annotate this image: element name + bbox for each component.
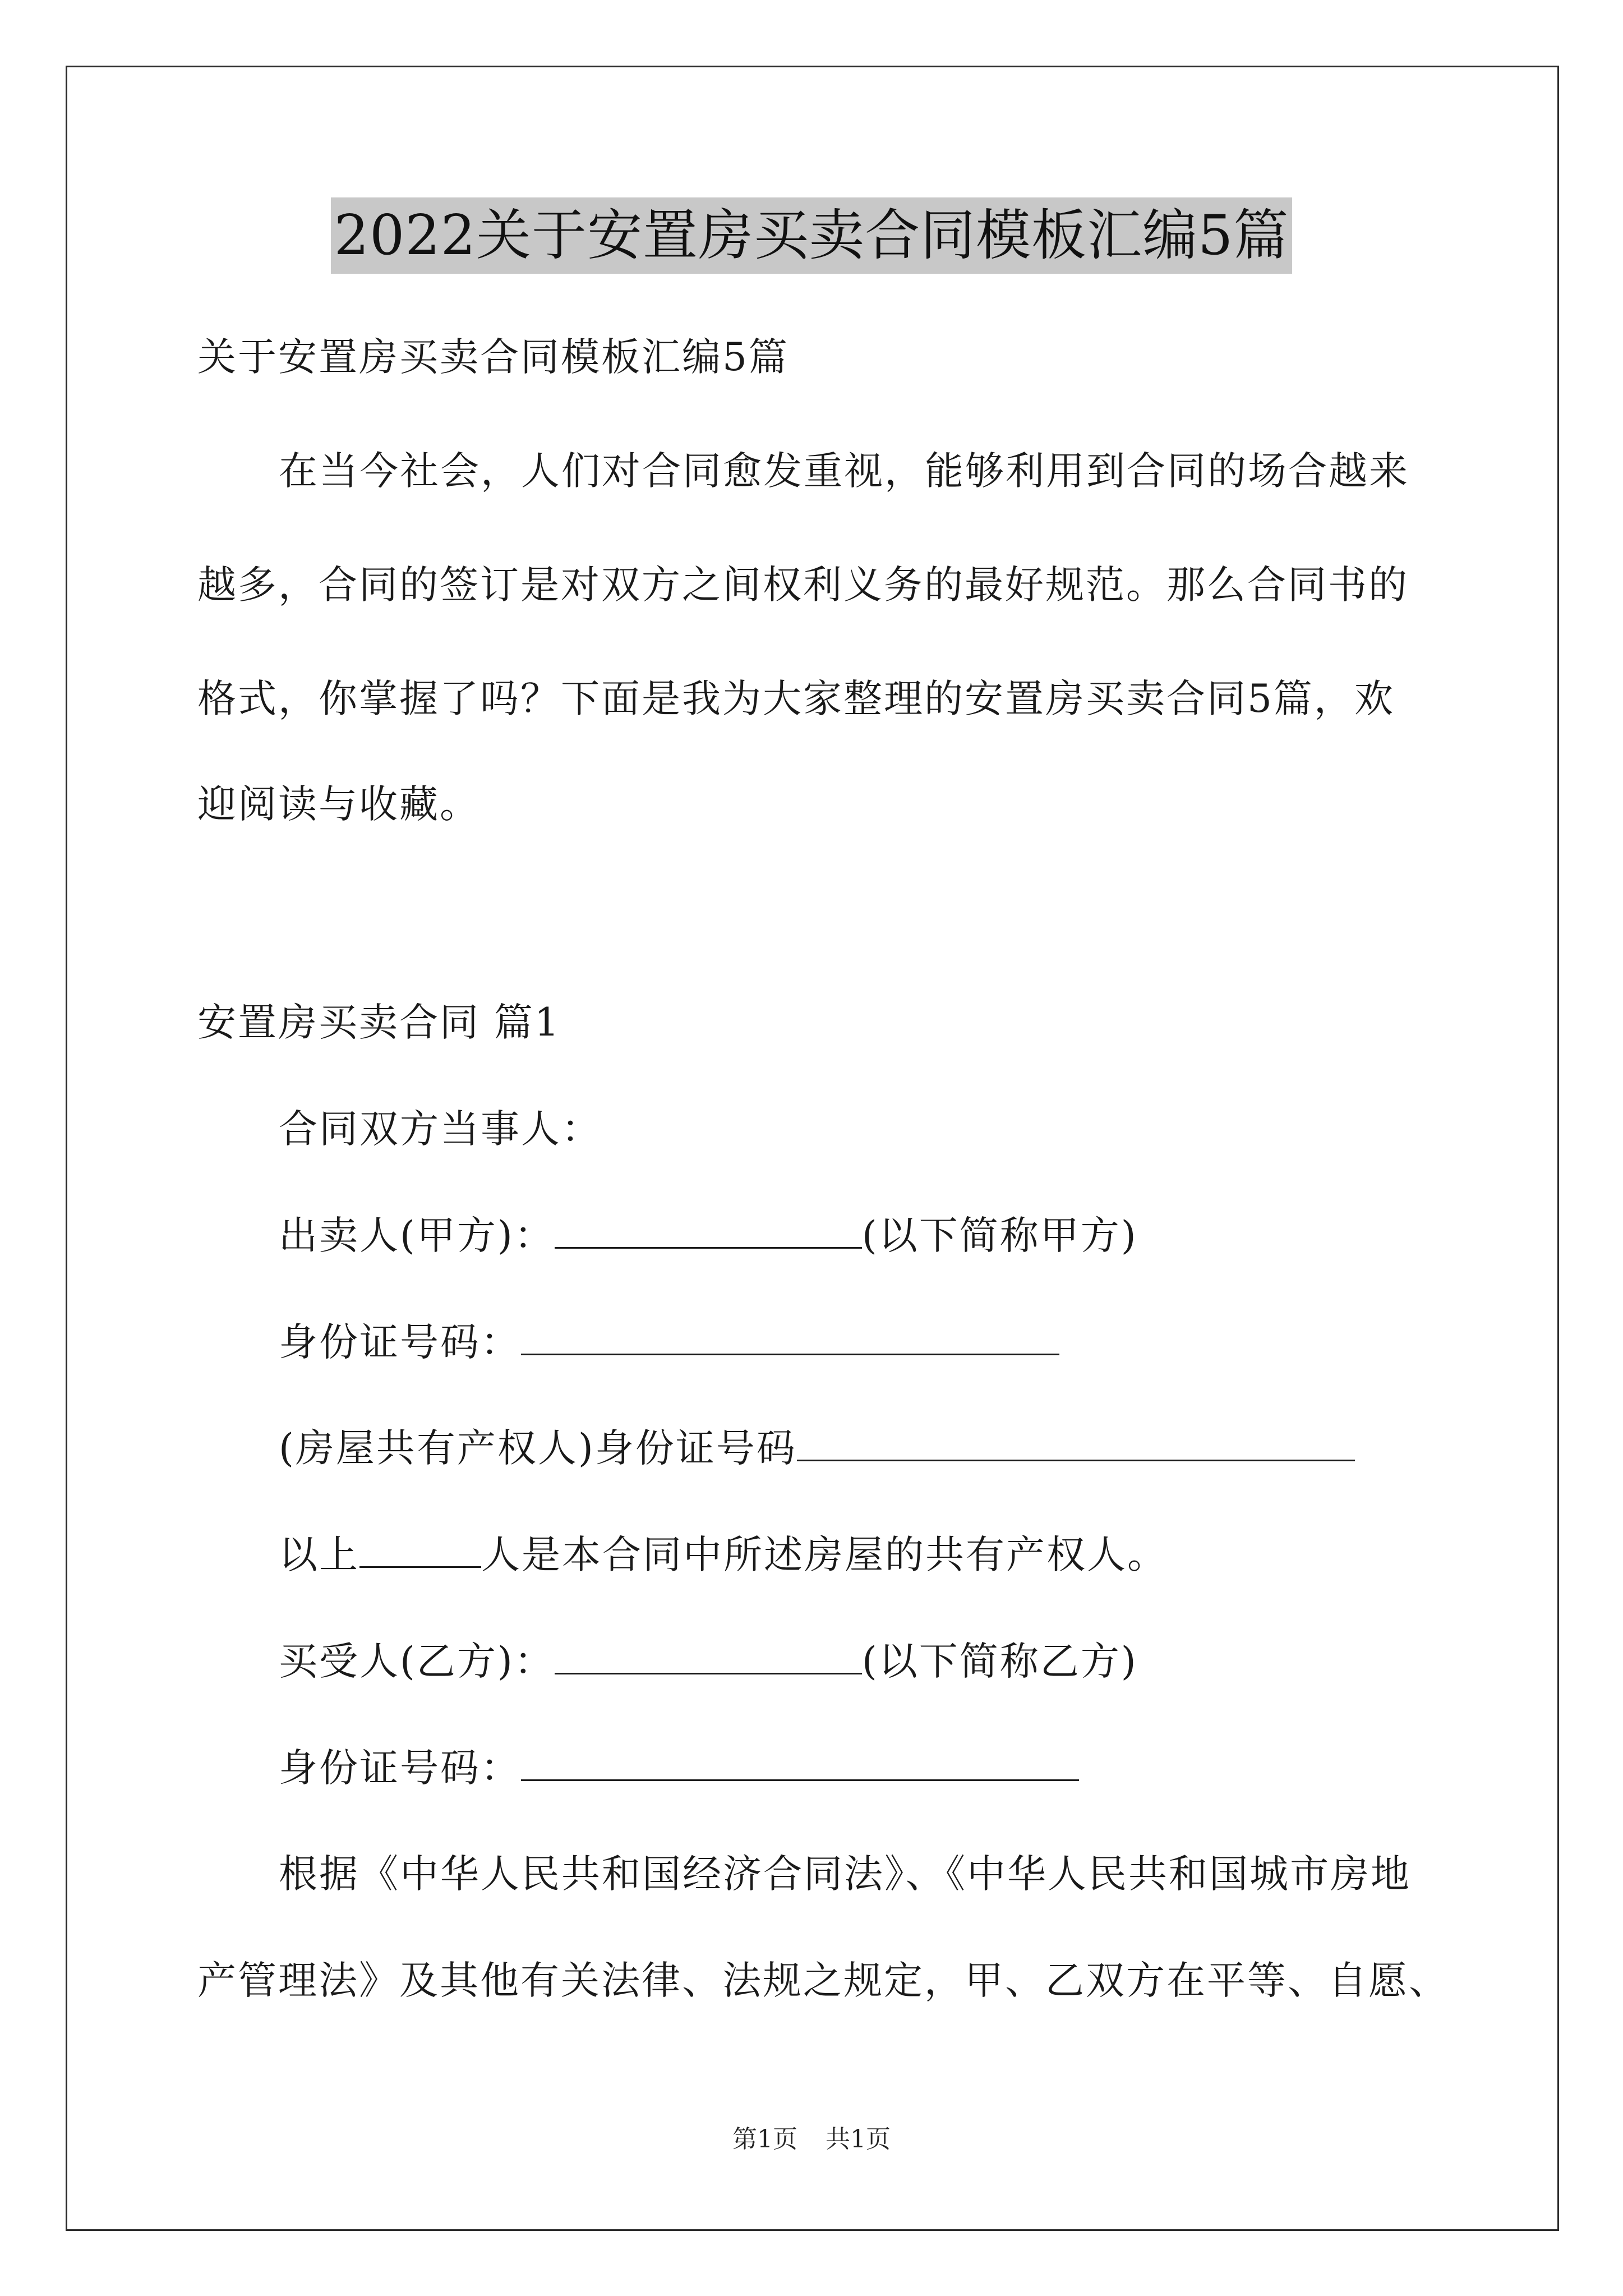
page-footer [0,2123,1623,2156]
co-owner-id-line [279,1423,1355,1474]
intro-line: 格式，你掌握了吗？下面是我为大家整理的安置房买卖合同5篇，欢 [197,677,1395,721]
seller-label: 出卖人(甲方)： [279,1213,555,1258]
basis-line: 根据《中华人民共和国经济合同法》、《中华人民共和国城市房地 [279,1852,1411,1897]
intro-line: 越多，合同的签订是对双方之间权利义务的最好规范。那么合同书的 [197,563,1409,608]
co-owner-statement [279,1530,1168,1580]
buyer-name-blank [555,1640,862,1674]
seller-line [279,1211,1138,1261]
seller-id-line [279,1317,1059,1368]
section-heading: 安置房买卖合同 篇1 [197,1000,561,1045]
parties-label: 合同双方当事人： [279,1107,602,1152]
co-owner-id-blank [797,1427,1355,1461]
co-owner-count-blank [359,1534,481,1568]
intro-line: 迎阅读与收藏。 [197,782,480,827]
co-owner-suffix: 人是本合同中所述房屋的共有产权人。 [481,1533,1168,1577]
buyer-label: 买受人(乙方)： [279,1639,555,1684]
buyer-line [279,1636,1138,1687]
buyer-id-blank [521,1747,1079,1781]
co-owner-prefix: 以上 [279,1533,359,1577]
page-number: 第1页 [732,2125,797,2154]
buyer-suffix: (以下简称乙方) [861,1639,1138,1684]
title-container [0,197,1623,274]
intro-line: 在当今社会，人们对合同愈发重视，能够利用到合同的场合越来 [279,449,1409,494]
seller-id-blank [521,1321,1059,1355]
document-title: 2022关于安置房买卖合同模板汇编5篇 [331,197,1293,274]
seller-id-label: 身份证号码： [279,1320,521,1365]
buyer-id-line [279,1743,1079,1793]
document-subtitle: 关于安置房买卖合同模板汇编5篇 [197,335,789,380]
co-owner-id-label: (房屋共有产权人)身份证号码 [279,1426,797,1471]
seller-suffix: (以下简称甲方) [861,1213,1138,1258]
page-total: 共1页 [826,2125,891,2154]
buyer-id-label: 身份证号码： [279,1746,521,1791]
seller-name-blank [555,1214,862,1249]
basis-line: 产管理法》及其他有关法律、法规之规定，甲、乙双方在平等、自愿、 [197,1958,1449,2003]
